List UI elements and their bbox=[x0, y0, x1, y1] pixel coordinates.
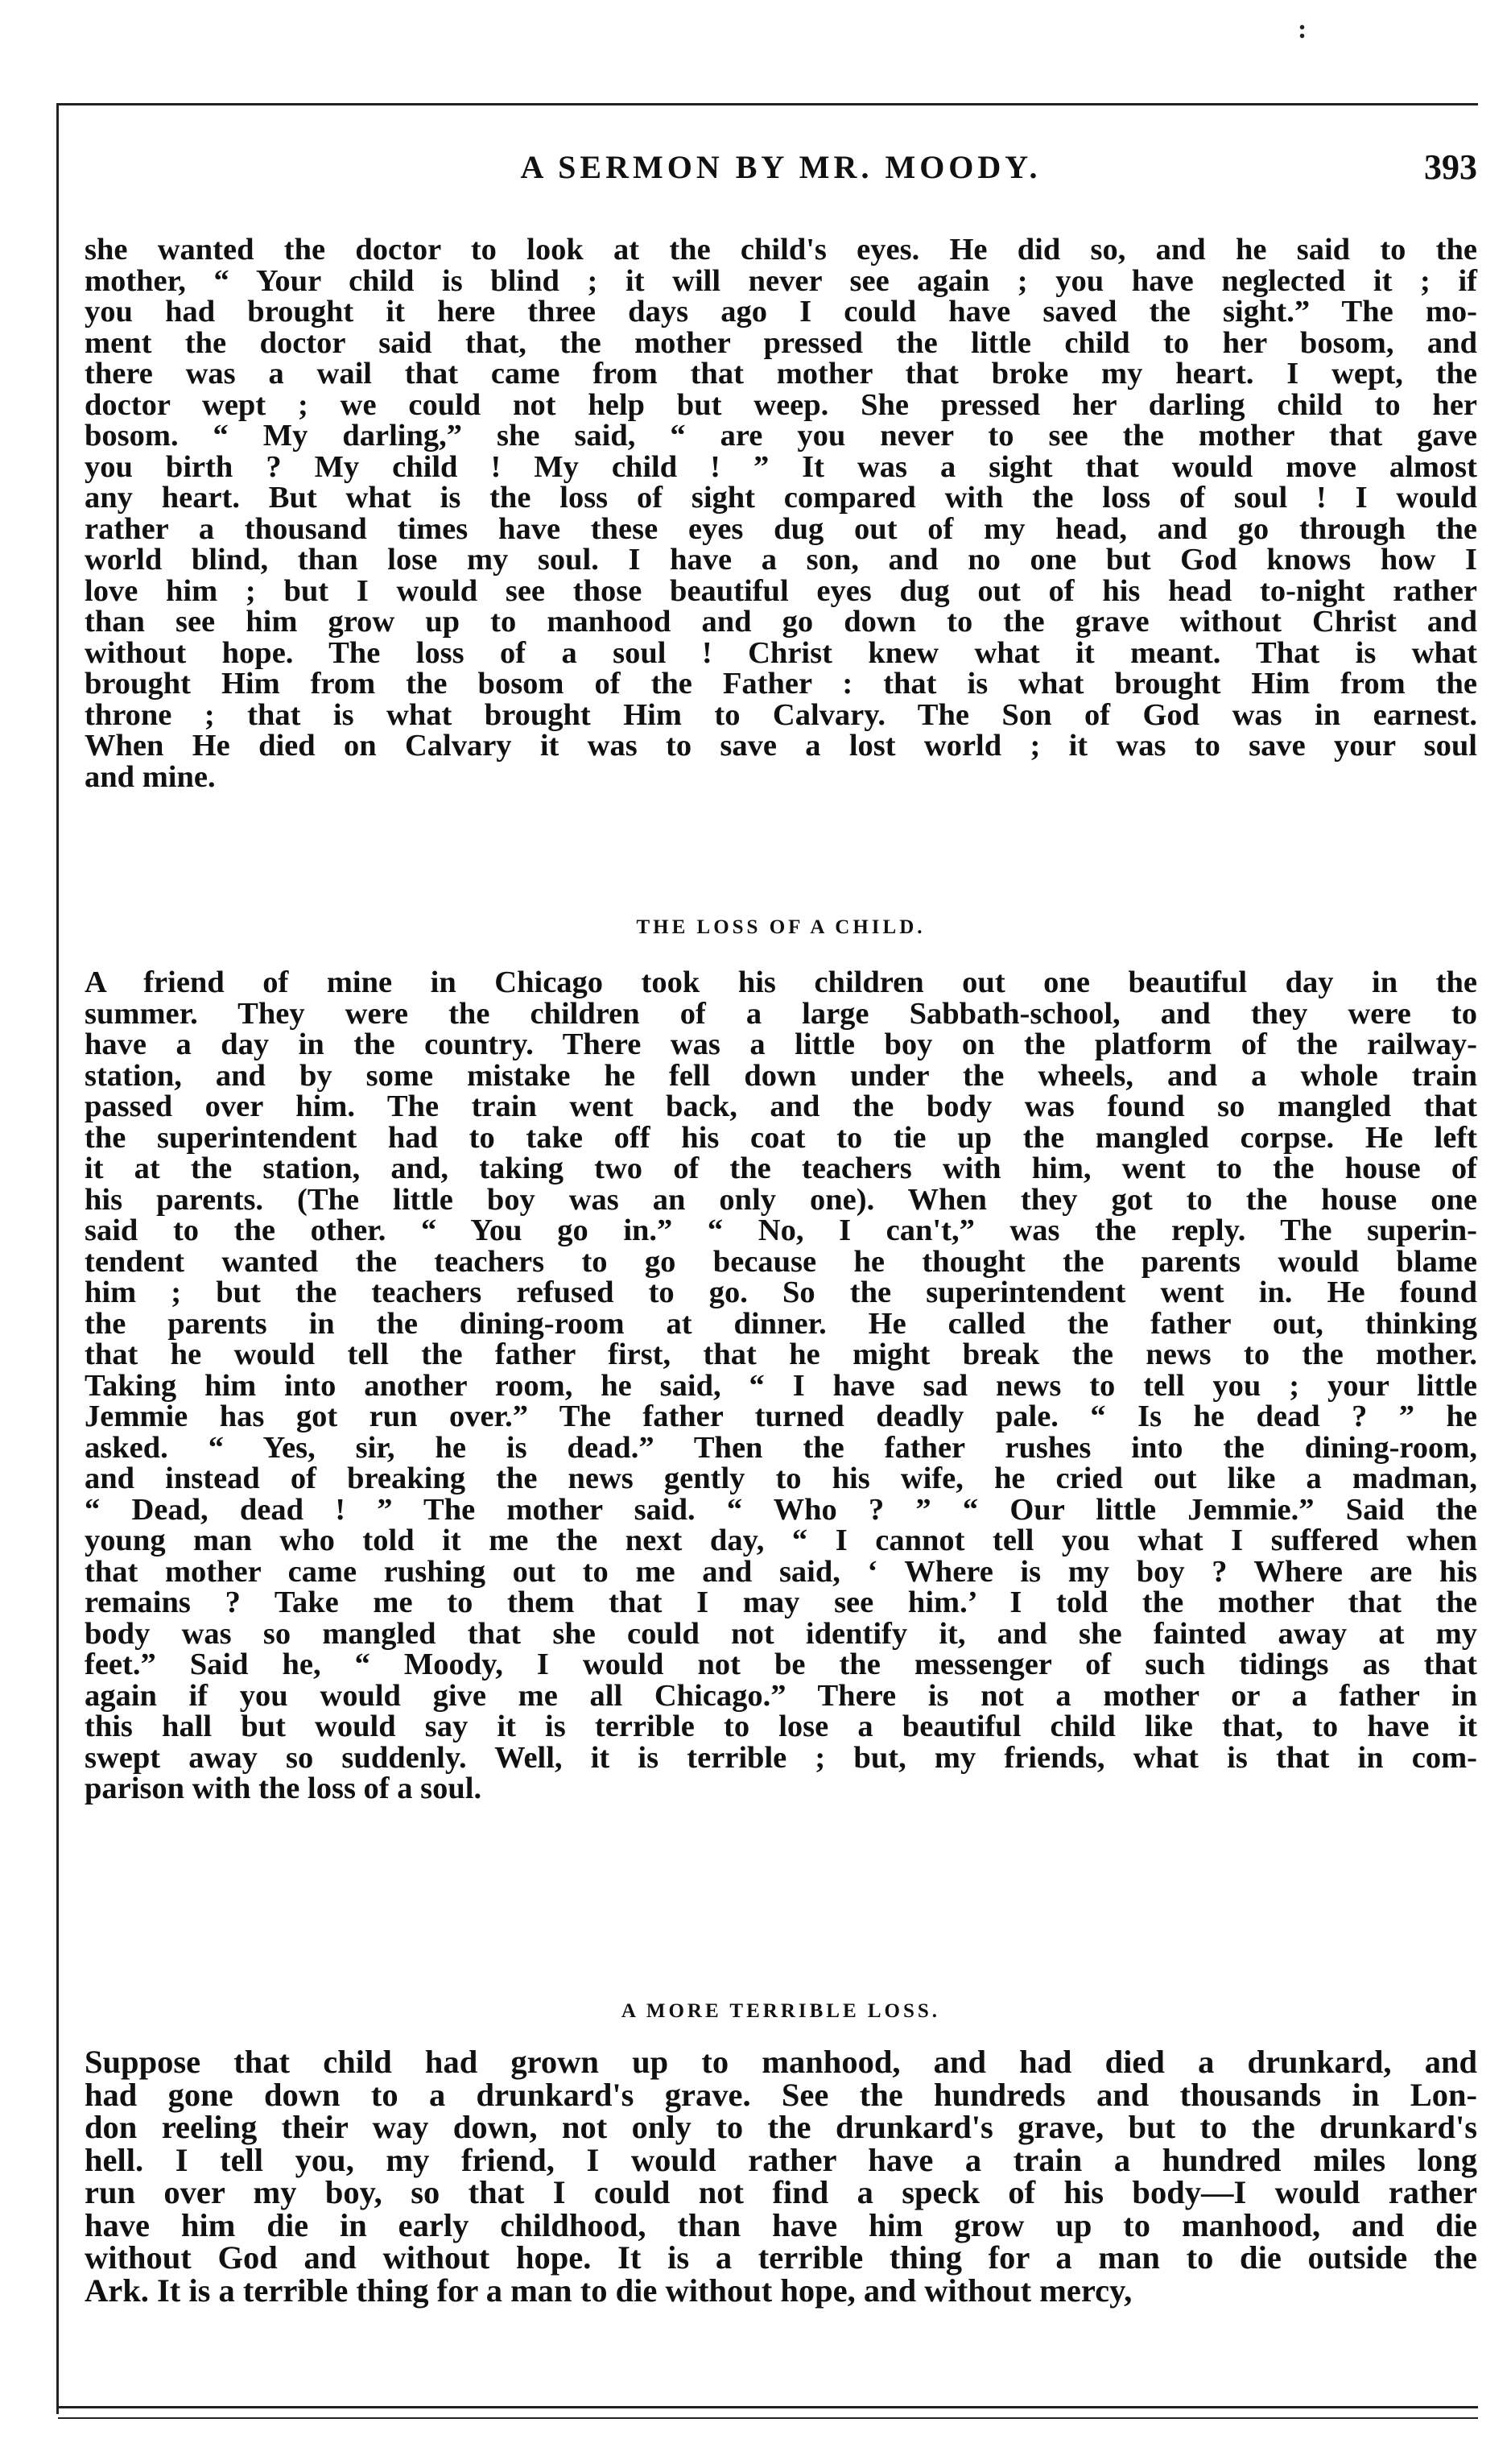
text-line: brought Him from the bosom of the Father : that is what brought Him from the bbox=[85, 667, 1477, 701]
text-line: doctor wept ; we could not help but weep. She pressed her darling child to her bbox=[85, 387, 1477, 422]
text-line: Taking him into another room, he said, “ I have sad news to tell you ; your little bbox=[85, 1368, 1477, 1403]
text-line: hell. I tell you, my friend, I would rather have a train a hundred miles long bbox=[85, 2141, 1477, 2178]
text-line: love him ; but I would see those beautiful eyes dug out of his head to-night rather bbox=[85, 573, 1477, 608]
text-line: Ark. It is a terrible thing for a man to die without hope, and without mercy, bbox=[85, 2272, 1133, 2309]
text-line: Suppose that child had grown up to manhood, and had died a drunkard, and bbox=[85, 2044, 1477, 2080]
text-line: you had brought it here three days ago I could have saved the sight.” The mo- bbox=[85, 295, 1477, 329]
text-line: A friend of mine in Chicago took his children out one beautiful day in the bbox=[85, 965, 1477, 999]
text-line: the superintendent had to take off his coat to tie up the mangled corpse. He left bbox=[85, 1120, 1477, 1155]
text-line: again if you would give me all Chicago.” There is not a mother or a father in bbox=[85, 1678, 1477, 1713]
text-line: there was a wail that came from that mother that broke my heart. I wept, the bbox=[85, 357, 1477, 391]
text-line: ment the doctor said that, the mother pressed the little child to her bosom, and bbox=[85, 325, 1477, 360]
text-line: she wanted the doctor to look at the child's eyes. He did so, and he said to the bbox=[85, 233, 1477, 267]
text-line: without hope. The loss of a soul ! Christ knew what it meant. That is what bbox=[85, 635, 1477, 670]
text-line: passed over him. The train went back, and the body was found so mangled that bbox=[85, 1089, 1477, 1123]
text-line: said to the other. “ You go in.” “ No, I can't,” was the reply. The superin- bbox=[85, 1213, 1477, 1247]
text-line: without God and without hope. It is a terrible thing for a man to die outside the bbox=[85, 2239, 1477, 2276]
bottom-rule-secondary bbox=[58, 2417, 1478, 2419]
text-line: than see him grow up to manhood and go down to the grave without Christ and bbox=[85, 605, 1477, 639]
text-line: this hall but would say it is terrible to lose a beautiful child like that, to have it bbox=[85, 1710, 1477, 1743]
text-line: have him die in early childhood, than have him grow up to manhood, and die bbox=[85, 2206, 1477, 2243]
text-line: swept away so suddenly. Well, it is terrible ; but, my friends, what is that in com- bbox=[85, 1740, 1477, 1775]
left-margin-rule bbox=[56, 103, 59, 2414]
text-line: the parents in the dining-room at dinner. He called the father out, thinking bbox=[85, 1306, 1477, 1341]
text-line: and instead of breaking the news gently to his wife, he cried out like a madman, bbox=[85, 1461, 1477, 1495]
text-line: throne ; that is what brought Him to Calvary. The Son of God was in earnest. bbox=[85, 697, 1477, 732]
paragraph-opening bbox=[85, 235, 1477, 793]
running-title: A SERMON BY MR. MOODY. bbox=[520, 149, 1042, 185]
text-line: run over my boy, so that I could not find a speck of his body—I would rather bbox=[85, 2174, 1477, 2210]
text-line: parison with the loss of a soul. bbox=[85, 1772, 482, 1805]
text-line: you birth ? My child ! My child ! ” It was a sight that would move almost bbox=[85, 449, 1477, 484]
top-rule bbox=[56, 103, 1478, 105]
text-line: had gone down to a drunkard's grave. See the hundreds and thousands in Lon- bbox=[85, 2076, 1477, 2113]
text-line: tendent wanted the teachers to go because he thought the parents would blame bbox=[85, 1244, 1477, 1279]
top-margin-mark: : bbox=[1298, 14, 1307, 44]
text-line: him ; but the teachers refused to go. So the superintendent went in. He found bbox=[85, 1275, 1477, 1309]
page-header bbox=[85, 145, 1477, 193]
text-line: rather a thousand times have these eyes dug out of my head, and go through the bbox=[85, 511, 1477, 546]
text-line: summer. They were the children of a large Sabbath-school, and they were to bbox=[85, 996, 1477, 1031]
text-line: that he would tell the father first, that he might break the news to the mother. bbox=[85, 1337, 1477, 1371]
text-line: his parents. (The little boy was an only one). When they got to the house one bbox=[85, 1182, 1477, 1217]
section-heading-more-terrible-loss: A MORE TERRIBLE LOSS. bbox=[621, 2000, 941, 2022]
page-number: 393 bbox=[1424, 147, 1477, 187]
text-line: that mother came rushing out to me and said, ‘ Where is my boy ? Where are his bbox=[85, 1554, 1477, 1589]
bottom-rule bbox=[58, 2406, 1478, 2408]
text-line: bosom. “ My darling,” she said, “ are you never to see the mother that gave bbox=[85, 419, 1477, 453]
text-line: mother, “ Your child is blind ; it will never see again ; you have neglected it ; if bbox=[85, 263, 1477, 298]
text-line: asked. “ Yes, sir, he is dead.” Then the father rushes into the dining-room, bbox=[85, 1430, 1477, 1465]
text-line: remains ? Take me to them that I may see him.’ I told the mother that the bbox=[85, 1585, 1477, 1619]
text-line: When He died on Calvary it was to save a lost world ; it was to save your soul bbox=[85, 729, 1477, 763]
text-line: any heart. But what is the loss of sight compared with the loss of soul ! I would bbox=[85, 481, 1477, 515]
text-line: “ Dead, dead ! ” The mother said. “ Who ? ” “ Our little Jemmie.” Said the bbox=[85, 1492, 1477, 1527]
section-heading-loss-of-a-child: THE LOSS OF A CHILD. bbox=[636, 916, 926, 938]
text-line: young man who told it me the next day, “ I cannot tell you what I suffered when bbox=[85, 1523, 1477, 1557]
text-line: don reeling their way down, not only to the drunkard's grave, but to the drunkard's bbox=[85, 2109, 1477, 2145]
text-line: and mine. bbox=[85, 759, 216, 794]
text-line: body was so mangled that she could not identify it, and she fainted away at my bbox=[85, 1616, 1477, 1651]
text-line: have a day in the country. There was a little boy on the platform of the railway- bbox=[85, 1027, 1477, 1061]
text-line: feet.” Said he, “ Moody, I would not be the messenger of such tidings as that bbox=[85, 1647, 1477, 1681]
paragraph-loss-of-a-child bbox=[85, 965, 1477, 1805]
text-line: Jemmie has got run over.” The father turned deadly pale. “ Is he dead ? ” he bbox=[85, 1399, 1477, 1433]
text-line: station, and by some mistake he fell down under the wheels, and a whole train bbox=[85, 1058, 1477, 1093]
text-line: it at the station, and, taking two of the teachers with him, went to the house of bbox=[85, 1151, 1477, 1185]
paragraph-more-terrible-loss bbox=[85, 2044, 1477, 2309]
text-line: world blind, than lose my soul. I have a son, and no one but God knows how I bbox=[85, 543, 1477, 577]
